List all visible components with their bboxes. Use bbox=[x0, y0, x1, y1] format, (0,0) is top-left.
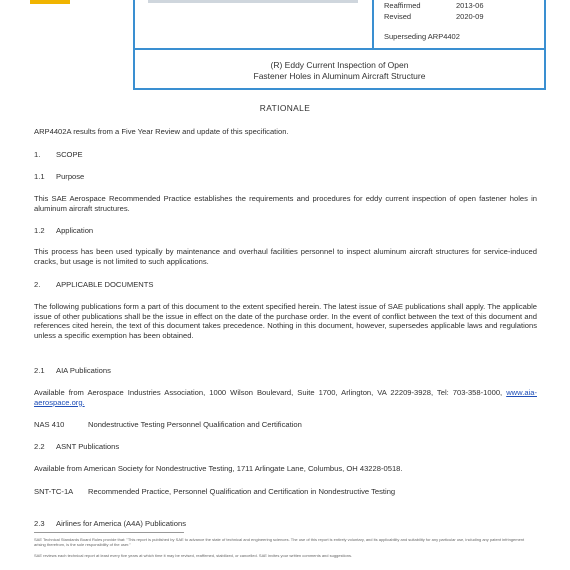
section-1-1-title: Purpose bbox=[56, 172, 85, 181]
section-1-title: SCOPE bbox=[56, 150, 83, 159]
document-title-box bbox=[133, 48, 546, 90]
nas410-title: Nondestructive Testing Personnel Qualification and Certification bbox=[88, 420, 302, 429]
section-2-number: 2. bbox=[34, 280, 41, 289]
section-2-3-heading bbox=[34, 519, 186, 529]
header-left-box bbox=[133, 0, 374, 50]
rationale-heading: RATIONALE bbox=[259, 103, 311, 113]
section-2-2-heading bbox=[34, 442, 119, 452]
header-meta-box bbox=[372, 0, 546, 50]
section-2-heading bbox=[34, 280, 153, 290]
reaffirmed-value: 2013-06 bbox=[456, 1, 484, 10]
section-1-2-title: Application bbox=[56, 226, 94, 235]
snt-tc-1a-code: SNT-TC-1A bbox=[34, 487, 74, 496]
section-1-number: 1. bbox=[34, 150, 41, 159]
footer-disclaimer-1: SAE Technical Standards Board Rules provide that: "This report is published by SAE to advance the state of technical and engineering sciences. The use of this report is entirely voluntary, and its applicability and suitability for any particular use, including any patent infringement arising therefrom, is the sole responsibility of the user." bbox=[34, 537, 525, 547]
section-2-3-number: 2.3 bbox=[34, 519, 45, 528]
nas410-reference bbox=[34, 420, 537, 430]
footer-disclaimer-2: SAE reviews each technical report at least every five years at which time it may be revised, reaffirmed, stabilized, or cancelled. SAE invites your written comments and suggestions. bbox=[34, 553, 353, 558]
snt-tc-1a-title: Recommended Practice, Personnel Qualification and Certification in Nondestructive Testing bbox=[88, 487, 396, 496]
section-1-2-text: This process has been used typically by maintenance and overhaul facilities personnel to inspect aluminum aircraft structures for service-induced cracks, but usage is not limited to such applications. bbox=[34, 247, 537, 266]
reaffirmed-label: Reaffirmed bbox=[384, 1, 421, 10]
section-1-2-heading bbox=[34, 226, 93, 236]
section-1-2-number: 1.2 bbox=[34, 226, 45, 235]
section-1-heading bbox=[34, 150, 83, 160]
nas410-code: NAS 410 bbox=[34, 420, 65, 429]
document-title-line-1: (R) Eddy Current Inspection of Open bbox=[270, 60, 409, 70]
section-2-2-title: ASNT Publications bbox=[56, 442, 120, 451]
section-2-2-number: 2.2 bbox=[34, 442, 45, 451]
section-2-title: APPLICABLE DOCUMENTS bbox=[56, 280, 154, 289]
section-2-1-text bbox=[34, 388, 537, 407]
section-2-text: The following publications form a part of this document to the extent specified herein. The latest issue of SAE publications shall apply. The applicable issue of other publications shall be the issue in effect on the date of the purchase order. In the event of conflict between the text of this document and references cited herein, the text of this document takes precedence. Nothing in this document, however, supersedes applicable laws and regulations unless a specific exemption has been obtained. bbox=[34, 302, 537, 340]
section-1-1-text: This SAE Aerospace Recommended Practice establishes the requirements and procedures for eddy current inspection of open fastener holes in aluminum aircraft structures. bbox=[34, 194, 537, 213]
section-2-1-heading bbox=[34, 366, 111, 376]
section-2-2-text: Available from American Society for Nondestructive Testing, 1711 Arlingate Lane, Columbus, OH 43228-0518. bbox=[34, 464, 403, 473]
footer-divider bbox=[34, 532, 184, 533]
aia-address-text: Available from Aerospace Industries Association, 1000 Wilson Boulevard, Suite 1700, Arlington, VA 22209-3928, Tel: 703-358-1000, bbox=[34, 388, 503, 397]
document-title-line-2: Fastener Holes in Aluminum Aircraft Structure bbox=[253, 71, 426, 81]
section-1-1-number: 1.1 bbox=[34, 172, 45, 181]
section-2-3-title: Airlines for America (A4A) Publications bbox=[56, 519, 186, 528]
section-2-1-title: AIA Publications bbox=[56, 366, 111, 375]
aia-website-link[interactable]: www.aia-aerospace.org. bbox=[34, 388, 537, 407]
rationale-text: ARP4402A results from a Five Year Review and update of this specification. bbox=[34, 127, 289, 136]
snt-tc-1a-reference bbox=[34, 487, 537, 497]
revised-label: Revised bbox=[384, 12, 412, 21]
revised-value: 2020-09 bbox=[456, 12, 484, 21]
section-1-1-heading bbox=[34, 172, 84, 182]
section-2-1-number: 2.1 bbox=[34, 366, 45, 375]
superseding-text: Superseding ARP4402 bbox=[384, 32, 460, 41]
sae-logo-icon bbox=[30, 0, 70, 4]
